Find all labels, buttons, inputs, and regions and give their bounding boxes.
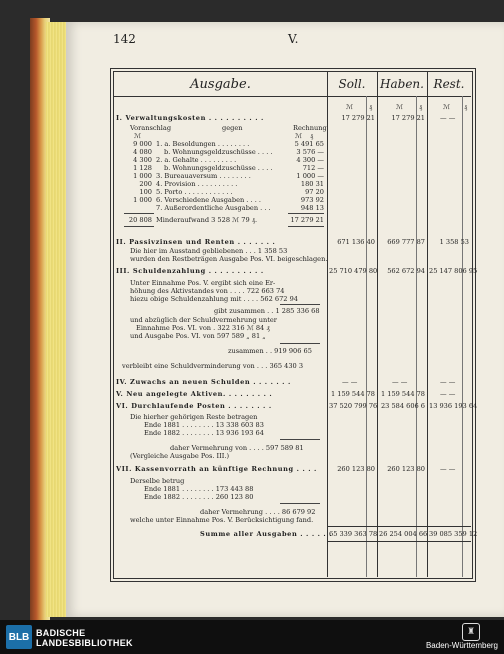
row-title: I. Verwaltungskosten . . . . . . . . . . xyxy=(116,114,264,122)
note-line: welche unter Einnahme Pos. V. Berücksichtigung fand. xyxy=(130,516,314,524)
haben-value: 260 123 80 xyxy=(387,465,425,473)
col-divider-3 xyxy=(427,71,428,577)
voranschlag-value: 1 000 xyxy=(133,172,152,180)
blb-logo: BLB xyxy=(6,625,32,649)
item-label: 6. Verschiedene Ausgaben . . . . xyxy=(156,196,261,204)
note-line: zusammen . . 919 906 65 xyxy=(228,347,312,355)
sum-rule xyxy=(288,213,324,214)
voranschlag-value: 9 000 xyxy=(133,140,152,148)
haben-value: — — xyxy=(392,378,408,386)
note-line: gibt zusammen . . 1 285 336 68 xyxy=(214,307,320,315)
unit-mark-haben: ℳ xyxy=(396,103,404,111)
haben-value: 562 672 94 xyxy=(387,267,425,275)
note-line: Unter Einnahme Pos. V. ergibt sich eine Er- xyxy=(130,279,276,287)
pf-divider-rest xyxy=(462,96,463,577)
haben-value: 669 777 87 xyxy=(387,238,425,246)
sum-rule-bottom xyxy=(327,541,471,542)
row-title: II. Passivzinsen und Renten . . . . . . . xyxy=(116,238,276,246)
note-line: daher Vermehrung von . . . . 597 589 81 xyxy=(170,444,304,452)
sum-rule xyxy=(280,439,320,440)
sum-rule-top xyxy=(327,526,471,527)
sum-rule xyxy=(124,226,154,227)
rechnung-total: 17 279 21 xyxy=(290,216,324,224)
item-label: b. Wohnungsgeldzuschüsse . . . . xyxy=(164,164,273,172)
voranschlag-value: 4 300 xyxy=(133,156,152,164)
sum-rule xyxy=(280,503,320,504)
unit-pf-rechnung: ₰ xyxy=(310,132,314,140)
minderaufwand-label: Minderaufwand 3 528 ℳ 79 ₰. xyxy=(156,216,258,224)
note-line: (Vergleiche Ausgabe Pos. III.) xyxy=(130,452,230,460)
label-rechnung: Rechnung xyxy=(293,124,327,132)
voranschlag-value: 4 080 xyxy=(133,148,152,156)
row-title: VII. Kassenvorrath an künftige Rechnung . . . . xyxy=(116,465,317,473)
rechnung-value: 180 31 xyxy=(300,180,324,188)
sum-title: Summe aller Ausgaben . . . . . . xyxy=(200,530,333,538)
note-line: Die hierher gehörigen Reste betragen xyxy=(130,413,258,421)
unit-pf-rest: ₰ xyxy=(464,103,468,111)
haben-value: 1 159 544 78 xyxy=(380,390,425,398)
note-line: Ende 1881 . . . . . . . . 173 443 88 xyxy=(144,485,254,493)
item-label: 4. Provision . . . . . . . . . . xyxy=(156,180,238,188)
note-line: hiezu obige Schuldenzahlung mit . . . . 562 672 94 xyxy=(130,295,298,303)
item-label: 7. Außerordentliche Ausgaben . . . xyxy=(156,204,271,212)
note-line: Die hier im Ausstand gebliebenen . . . 1 358 53 xyxy=(130,247,288,255)
rest-value: 25 147 806 95 xyxy=(429,267,478,275)
sum-rule xyxy=(280,343,320,344)
soll-value: 1 159 544 78 xyxy=(330,390,375,398)
note-line: und abzüglich der Schuldvermehrung unter xyxy=(130,316,277,324)
col-ausgabe: Ausgabe. xyxy=(190,76,251,92)
label-voranschlag: Voranschlag xyxy=(130,124,172,132)
library-name-line2: LANDESBIBLIOTHEK xyxy=(36,638,133,648)
rechnung-value: 973 92 xyxy=(300,196,324,204)
col-divider-1 xyxy=(327,71,328,577)
rest-value: — — xyxy=(440,114,456,122)
unit-mark-soll: ℳ xyxy=(346,103,354,111)
haben-value: 23 584 606 6 xyxy=(380,402,425,410)
soll-value: 260 123 80 xyxy=(337,465,375,473)
note-line: daher Vermehrung . . . . 86 679 92 xyxy=(200,508,316,516)
rechnung-value: 97 20 xyxy=(305,188,324,196)
page-number: 142 xyxy=(113,32,136,46)
rest-value: 13 936 193 64 xyxy=(429,402,478,410)
col-soll: Soll. xyxy=(338,77,366,91)
library-name xyxy=(36,628,133,648)
note-line: Einnahme Pos. VI. von . 322 316 ℳ 84 ₰ xyxy=(136,324,270,332)
unit-mark-rest: ℳ xyxy=(443,103,451,111)
voranschlag-value: 1 128 xyxy=(133,164,152,172)
voranschlag-value: 100 xyxy=(139,188,152,196)
col-divider-2 xyxy=(377,71,378,577)
coat-of-arms-icon: ♜ xyxy=(462,623,480,641)
item-label: 5. Porto . . . . . . . . . . . . xyxy=(156,188,233,196)
row-title: VI. Durchlaufende Posten . . . . . . . . xyxy=(116,402,272,410)
item-label: 3. Bureauaversum . . . . . . . . xyxy=(156,172,251,180)
note-line: wurden den Restbeträgen Ausgabe Pos. VI. beigeschlagen. xyxy=(130,255,328,263)
note-line: Ende 1882 . . . . . . . . 13 936 193 64 xyxy=(144,429,264,437)
unit-pf-haben: ₰ xyxy=(419,103,423,111)
pf-divider-haben xyxy=(416,96,417,577)
item-label: b. Wohnungsgeldzuschüsse . . . . xyxy=(164,148,273,156)
label-gegen: gegen xyxy=(222,124,243,132)
sum-soll: 65 339 363 78 xyxy=(329,530,378,538)
sum-rule xyxy=(288,226,324,227)
note-line: und Ausgabe Pos. VI. von 597 589 „ 81 „ xyxy=(130,332,266,340)
library-name-line1: BADISCHE xyxy=(36,628,86,638)
soll-value: 17 279 21 xyxy=(341,114,375,122)
rechnung-value: 3 576 — xyxy=(296,148,324,156)
col-rest: Rest. xyxy=(433,77,465,91)
voranschlag-value: 1 000 xyxy=(133,196,152,204)
item-label: 2. a. Gehalte . . . . . . . . . xyxy=(156,156,237,164)
rechnung-value: 948 13 xyxy=(300,204,324,212)
haben-value: 17 279 21 xyxy=(391,114,425,122)
soll-value: 671 136 40 xyxy=(337,238,375,246)
unit-mark-voranschlag: ℳ xyxy=(134,132,142,140)
section-marker: V. xyxy=(288,32,299,46)
row-title: IV. Zuwachs an neuen Schulden . . . . . . . xyxy=(116,378,291,386)
soll-value: 37 520 799 76 xyxy=(329,402,378,410)
sum-rule xyxy=(124,213,154,214)
rest-value: — — xyxy=(440,378,456,386)
note-line: Derselbe betrug xyxy=(130,477,185,485)
col-haben: Haben. xyxy=(380,77,424,91)
state-label: Baden-Württemberg xyxy=(425,641,498,650)
rechnung-value: 1 000 — xyxy=(296,172,324,180)
voranschlag-value: 200 xyxy=(139,180,152,188)
note-line: höhung des Aktivstandes von . . . . 722 663 74 xyxy=(130,287,285,295)
library-footer xyxy=(0,620,504,654)
pf-divider-soll xyxy=(366,96,367,577)
note-line: Ende 1881 . . . . . . . . 13 338 603 83 xyxy=(144,421,264,429)
rechnung-value: 712 — xyxy=(302,164,324,172)
rechnung-value: 5 491 65 xyxy=(294,140,324,148)
rechnung-value: 4 300 — xyxy=(296,156,324,164)
note-line: Ende 1882 . . . . . . . . 260 123 80 xyxy=(144,493,254,501)
unit-pf-soll: ₰ xyxy=(369,103,373,111)
rest-value: 1 358 53 xyxy=(439,238,469,246)
sum-rest: 39 085 359 12 xyxy=(429,530,478,538)
rest-value: — — xyxy=(440,390,456,398)
rest-value: — — xyxy=(440,465,456,473)
sum-haben: 26 254 004 66 xyxy=(379,530,428,538)
soll-value: — — xyxy=(342,378,358,386)
sum-rule xyxy=(280,304,320,305)
row-title: III. Schuldenzahlung . . . . . . . . . . xyxy=(116,267,264,275)
unit-mark-rechnung: ℳ xyxy=(295,132,303,140)
item-label: 1. a. Besoldungen . . . . . . . . xyxy=(156,140,250,148)
row-title: V. Neu angelegte Aktiven. . . . . . . . . xyxy=(116,390,273,398)
header-rule xyxy=(113,96,471,97)
note-line: verbleibt eine Schuldverminderung von . . . 365 430 3 xyxy=(122,362,304,370)
voranschlag-total: 20 808 xyxy=(128,216,152,224)
soll-value: 25 710 479 80 xyxy=(329,267,378,275)
